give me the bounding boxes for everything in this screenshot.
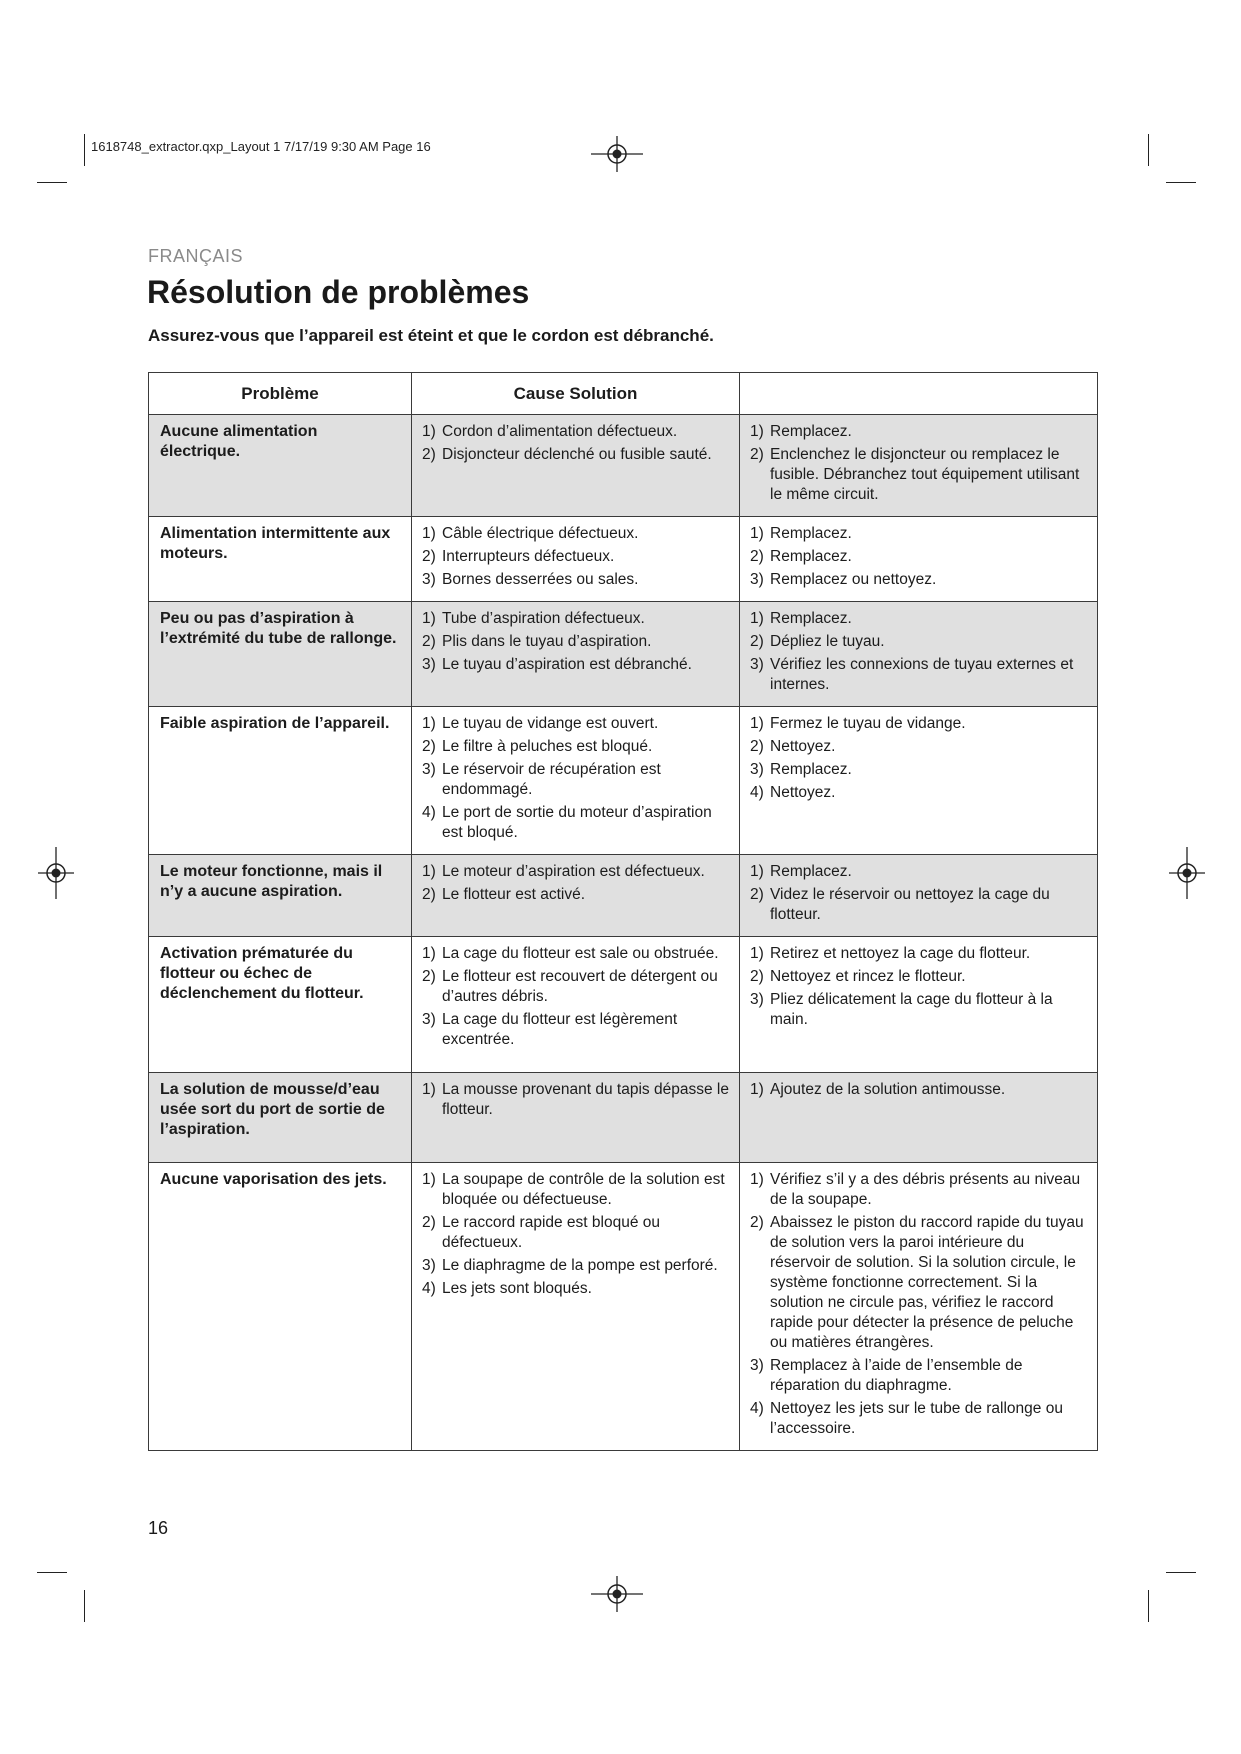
solution-item	[750, 885, 1087, 925]
item-text: La cage du flotteur est légèrement excentrée.	[442, 1011, 678, 1048]
item-number: 2)	[422, 968, 436, 985]
item-text: Nettoyez les jets sur le tube de rallonge ou l’accessoire.	[770, 1400, 1063, 1437]
crop-mark	[84, 134, 85, 166]
cause-item	[422, 445, 729, 465]
cause-cell	[412, 937, 740, 1073]
item-number: 1)	[422, 1171, 436, 1188]
language-label: FRANÇAIS	[148, 246, 244, 266]
troubleshooting-table	[148, 372, 1098, 1451]
crop-mark	[37, 1572, 67, 1573]
cause-item	[422, 1213, 729, 1253]
table-row	[149, 707, 1098, 855]
solution-item	[750, 990, 1087, 1030]
item-number: 2)	[422, 1214, 436, 1231]
registration-mark-icon	[591, 1568, 643, 1620]
crop-mark	[1166, 1572, 1196, 1573]
print-slug: 1618748_extractor.qxp_Layout 1 7/17/19 9:30 AM Page 16	[91, 139, 431, 154]
item-text: Les jets sont bloqués.	[442, 1280, 592, 1297]
problem-cell: Alimentation intermittente aux moteurs.	[149, 517, 412, 602]
item-text: Le tuyau d’aspiration est débranché.	[442, 656, 692, 673]
solution-item	[750, 655, 1087, 695]
solution-item	[750, 570, 1087, 590]
cause-cell	[412, 602, 740, 707]
item-text: Nettoyez et rincez le flotteur.	[770, 968, 966, 985]
item-text: Câble électrique défectueux.	[442, 525, 639, 542]
item-number: 1)	[750, 1171, 764, 1188]
solution-item	[750, 944, 1087, 964]
item-text: Le flotteur est activé.	[442, 886, 586, 903]
page-title: Résolution de problèmes	[147, 274, 530, 310]
item-text: Cordon d’alimentation défectueux.	[442, 423, 678, 440]
item-text: Bornes desserrées ou sales.	[442, 571, 639, 588]
item-text: Nettoyez.	[770, 784, 836, 801]
item-text: Le port de sortie du moteur d’aspiration est bloqué.	[442, 804, 712, 841]
cause-item	[422, 570, 729, 590]
table-body	[149, 415, 1098, 1451]
item-number: 4)	[422, 804, 436, 821]
item-number: 2)	[422, 446, 436, 463]
item-text: Le flotteur est recouvert de détergent ou d’autres débris.	[442, 968, 718, 1005]
cause-item	[422, 1010, 729, 1050]
item-text: Pliez délicatement la cage du flotteur à la main.	[770, 991, 1053, 1028]
item-text: Dépliez le tuyau.	[770, 633, 885, 650]
solution-cell	[740, 1163, 1098, 1451]
item-text: Vérifiez les connexions de tuyau externes et internes.	[770, 656, 1074, 693]
item-number: 1)	[750, 525, 764, 542]
item-text: Le diaphragme de la pompe est perforé.	[442, 1257, 718, 1274]
safety-note: Assurez-vous que l’appareil est éteint et que le cordon est débranché.	[148, 326, 714, 345]
solution-item	[750, 632, 1087, 652]
cause-item	[422, 1279, 729, 1299]
item-number: 3)	[422, 656, 436, 673]
item-text: Plis dans le tuyau d’aspiration.	[442, 633, 652, 650]
problem-cell: Faible aspiration de l’appareil.	[149, 707, 412, 855]
solution-item	[750, 783, 1087, 803]
cause-item	[422, 737, 729, 757]
cause-item	[422, 655, 729, 675]
item-text: Le tuyau de vidange est ouvert.	[442, 715, 659, 732]
crop-mark	[37, 182, 67, 183]
cause-item	[422, 803, 729, 843]
registration-mark-icon	[591, 128, 643, 180]
item-text: Remplacez.	[770, 610, 852, 627]
item-number: 1)	[422, 945, 436, 962]
item-number: 4)	[422, 1280, 436, 1297]
item-text: La mousse provenant du tapis dépasse le flotteur.	[442, 1081, 729, 1118]
cause-item	[422, 422, 729, 442]
item-number: 2)	[422, 548, 436, 565]
cause-item	[422, 714, 729, 734]
item-number: 1)	[422, 525, 436, 542]
solution-item	[750, 714, 1087, 734]
page-number: 16	[148, 1518, 169, 1538]
item-number: 1)	[750, 423, 764, 440]
solution-item	[750, 1356, 1087, 1396]
crop-mark	[1148, 134, 1149, 166]
cause-cell	[412, 707, 740, 855]
item-number: 1)	[422, 863, 436, 880]
cause-item	[422, 632, 729, 652]
item-number: 1)	[422, 610, 436, 627]
item-text: Nettoyez.	[770, 738, 836, 755]
cause-cell	[412, 517, 740, 602]
item-text: Enclenchez le disjoncteur ou remplacez le fusible. Débranchez tout équipement utilisant le même circuit.	[770, 446, 1080, 503]
cause-item	[422, 862, 729, 882]
item-text: Ajoutez de la solution antimousse.	[770, 1081, 1006, 1098]
item-text: Vérifiez s’il y a des débris présents au niveau de la soupape.	[770, 1171, 1081, 1208]
item-number: 2)	[750, 1214, 764, 1231]
item-text: Remplacez ou nettoyez.	[770, 571, 937, 588]
problem-cell: Activation prématurée du flotteur ou échec de déclenchement du flotteur.	[149, 937, 412, 1073]
cause-item	[422, 524, 729, 544]
item-number: 2)	[422, 738, 436, 755]
solution-item	[750, 737, 1087, 757]
problem-cell: Le moteur fonctionne, mais il n’y a aucune aspiration.	[149, 855, 412, 937]
item-number: 2)	[750, 548, 764, 565]
item-number: 3)	[750, 571, 764, 588]
item-text: La cage du flotteur est sale ou obstruée.	[442, 945, 719, 962]
item-number: 2)	[750, 633, 764, 650]
item-number: 1)	[750, 945, 764, 962]
solution-item	[750, 547, 1087, 567]
item-number: 1)	[422, 715, 436, 732]
item-text: Videz le réservoir ou nettoyez la cage du flotteur.	[770, 886, 1050, 923]
item-text: Fermez le tuyau de vidange.	[770, 715, 966, 732]
item-number: 2)	[422, 886, 436, 903]
item-number: 2)	[422, 633, 436, 650]
cause-item	[422, 1256, 729, 1276]
item-number: 3)	[422, 571, 436, 588]
item-number: 3)	[750, 991, 764, 1008]
item-number: 3)	[750, 1357, 764, 1374]
crop-mark	[84, 1590, 85, 1622]
item-number: 1)	[750, 715, 764, 732]
item-number: 3)	[750, 656, 764, 673]
item-number: 2)	[750, 886, 764, 903]
solution-item	[750, 760, 1087, 780]
table-row	[149, 602, 1098, 707]
item-text: Le réservoir de récupération est endommagé.	[442, 761, 661, 798]
solution-item	[750, 967, 1087, 987]
solution-item	[750, 609, 1087, 629]
solution-item	[750, 1080, 1087, 1100]
cause-item	[422, 609, 729, 629]
item-text: Le moteur d’aspiration est défectueux.	[442, 863, 705, 880]
table-row	[149, 937, 1098, 1073]
solution-cell	[740, 937, 1098, 1073]
solution-cell	[740, 517, 1098, 602]
item-number: 2)	[750, 968, 764, 985]
cause-cell	[412, 1163, 740, 1451]
cause-item	[422, 760, 729, 800]
item-number: 4)	[750, 784, 764, 801]
header-empty	[740, 373, 1098, 415]
item-number: 1)	[750, 1081, 764, 1098]
item-text: Disjoncteur déclenché ou fusible sauté.	[442, 446, 712, 463]
cause-item	[422, 1170, 729, 1210]
item-number: 1)	[422, 423, 436, 440]
solution-cell	[740, 855, 1098, 937]
solution-item	[750, 422, 1087, 442]
cause-item	[422, 967, 729, 1007]
item-text: Abaissez le piston du raccord rapide du tuyau de solution vers la paroi intérieure du réservoir de solution. Si la solution circule, le système fonctionne correctement. Si la solution ne circule pas, vérifiez le raccord rapide pour détecter la présence de peluche ou matières étrangères.	[770, 1214, 1084, 1351]
item-number: 3)	[422, 761, 436, 778]
crop-mark	[1166, 182, 1196, 183]
cause-item	[422, 547, 729, 567]
table-row	[149, 1163, 1098, 1451]
item-number: 1)	[750, 610, 764, 627]
cause-cell	[412, 855, 740, 937]
crop-mark	[1148, 1590, 1149, 1622]
solution-cell	[740, 602, 1098, 707]
solution-item	[750, 524, 1087, 544]
table-row	[149, 517, 1098, 602]
registration-mark-icon	[30, 847, 82, 899]
solution-cell	[740, 1073, 1098, 1163]
solution-item	[750, 1399, 1087, 1439]
item-text: Remplacez.	[770, 423, 852, 440]
solution-item	[750, 445, 1087, 505]
header-cause-solution: Cause Solution	[412, 373, 740, 415]
item-number: 3)	[422, 1011, 436, 1028]
solution-cell	[740, 415, 1098, 517]
cause-item	[422, 1080, 729, 1120]
header-problem: Problème	[149, 373, 412, 415]
item-text: Interrupteurs défectueux.	[442, 548, 615, 565]
problem-cell: Aucune alimentation électrique.	[149, 415, 412, 517]
item-text: Le raccord rapide est bloqué ou défectueux.	[442, 1214, 661, 1251]
item-number: 2)	[750, 446, 764, 463]
item-number: 4)	[750, 1400, 764, 1417]
registration-mark-icon	[1161, 847, 1213, 899]
item-text: La soupape de contrôle de la solution est bloquée ou défectueuse.	[442, 1171, 725, 1208]
cause-item	[422, 885, 729, 905]
item-number: 1)	[422, 1081, 436, 1098]
table-row	[149, 415, 1098, 517]
problem-cell: Aucune vaporisation des jets.	[149, 1163, 412, 1451]
cause-item	[422, 944, 729, 964]
item-number: 2)	[750, 738, 764, 755]
solution-item	[750, 1170, 1087, 1210]
solution-item	[750, 1213, 1087, 1353]
item-text: Remplacez.	[770, 863, 852, 880]
problem-cell: Peu ou pas d’aspiration à l’extrémité du tube de rallonge.	[149, 602, 412, 707]
item-text: Retirez et nettoyez la cage du flotteur.	[770, 945, 1031, 962]
item-number: 1)	[750, 863, 764, 880]
item-text: Le filtre à peluches est bloqué.	[442, 738, 653, 755]
solution-item	[750, 862, 1087, 882]
table-row	[149, 1073, 1098, 1163]
item-text: Remplacez à l’aide de l’ensemble de réparation du diaphragme.	[770, 1357, 1023, 1394]
item-text: Tube d’aspiration défectueux.	[442, 610, 645, 627]
item-text: Remplacez.	[770, 761, 852, 778]
item-text: Remplacez.	[770, 548, 852, 565]
table-row	[149, 855, 1098, 937]
solution-cell	[740, 707, 1098, 855]
item-number: 3)	[750, 761, 764, 778]
problem-cell: La solution de mousse/d’eau usée sort du port de sortie de l’aspiration.	[149, 1073, 412, 1163]
table-header-row	[149, 373, 1098, 415]
cause-cell	[412, 415, 740, 517]
cause-cell	[412, 1073, 740, 1163]
item-text: Remplacez.	[770, 525, 852, 542]
item-number: 3)	[422, 1257, 436, 1274]
